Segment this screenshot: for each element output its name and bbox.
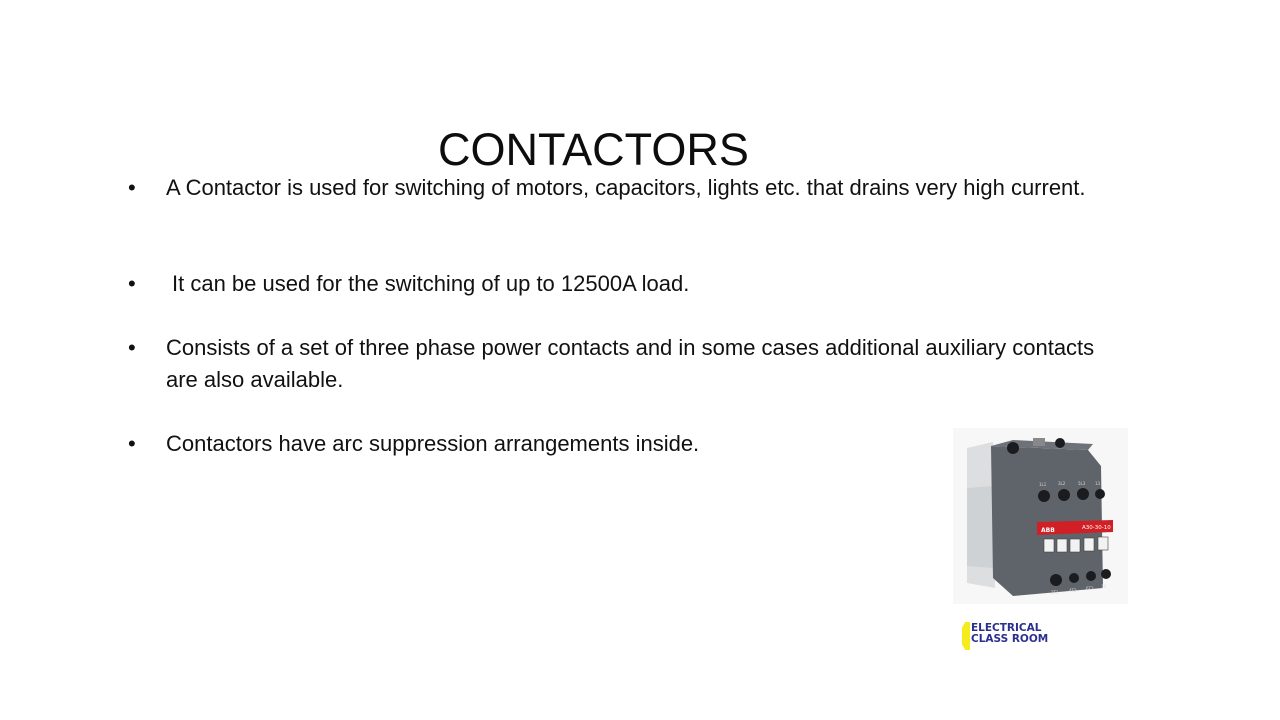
contactor-photo bbox=[953, 428, 1128, 604]
bullet-text: Contactors have arc suppression arrangements inside. bbox=[166, 431, 700, 456]
bullet-text: Consists of a set of three phase power contacts and in some cases additional auxiliary contacts are also available. bbox=[166, 335, 1095, 392]
bullet-dot-icon: • bbox=[128, 271, 136, 296]
svg-text:1L1: 1L1 bbox=[1039, 482, 1047, 487]
svg-text:A30-30-10: A30-30-10 bbox=[1082, 525, 1111, 531]
logo-accent-icon bbox=[962, 622, 970, 650]
svg-text:14: 14 bbox=[1101, 584, 1107, 589]
bullet-item bbox=[128, 172, 1086, 204]
svg-text:5L3: 5L3 bbox=[1078, 481, 1086, 486]
svg-text:6T3: 6T3 bbox=[1086, 586, 1094, 591]
logo-text: ELECTRICAL CLASS ROOM bbox=[971, 622, 1049, 645]
svg-text:13: 13 bbox=[1095, 481, 1101, 486]
bullet-dot-icon: • bbox=[128, 175, 136, 200]
bullet-text: A Contactor is used for switching of motors, capacitors, lights etc. that drains very high current. bbox=[166, 175, 1086, 200]
bullet-dot-icon: • bbox=[128, 431, 136, 456]
bullet-item bbox=[128, 268, 689, 300]
svg-text:ABB: ABB bbox=[1041, 527, 1055, 534]
slide-title: CONTACTORS bbox=[438, 124, 749, 176]
bullet-dot-icon: • bbox=[128, 335, 136, 360]
svg-text:3L2: 3L2 bbox=[1058, 481, 1066, 486]
contactor-illustration-icon bbox=[953, 428, 1128, 604]
bullet-item bbox=[128, 428, 699, 460]
bullet-text: It can be used for the switching of up to 12500A load. bbox=[172, 271, 690, 296]
svg-text:4T2: 4T2 bbox=[1069, 588, 1077, 593]
svg-text:2T1: 2T1 bbox=[1051, 590, 1059, 595]
bullet-item bbox=[128, 332, 1118, 396]
